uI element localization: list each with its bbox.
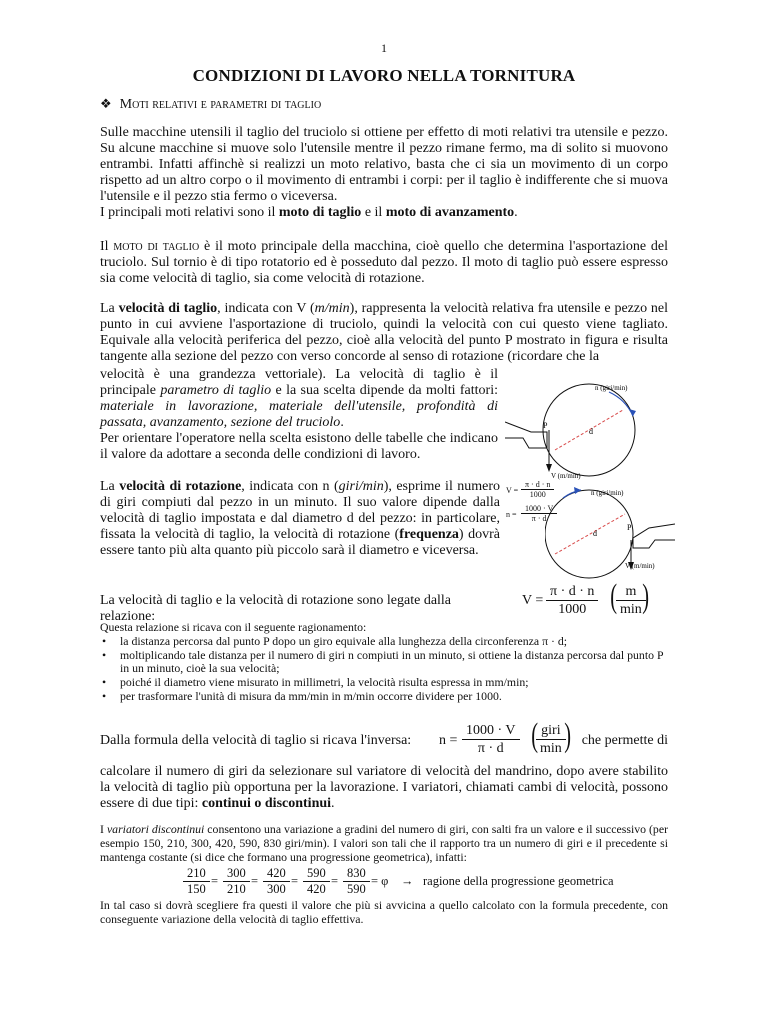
italic-text: materiale in lavorazione, materiale dell'utensile, profondità di passata, avanzamento, sezione del truciolo [100, 399, 498, 430]
label-n: n (giri/min) [595, 384, 628, 392]
progression-label: ragione della progressione geometrica [423, 874, 614, 888]
numerator: 590 [303, 866, 330, 882]
text: velocità è una grandezza vettoriale). La velocità di taglio è il principale [100, 367, 498, 398]
italic-text: giri/min [338, 479, 384, 494]
paragraph-intro-text: Sulle macchine utensili il taglio del truciolo si ottiene per effetto di moti relativi tra utensile e pezzo. Su alcune macchine si muove solo l'utensile mentre il pezzo rimane fermo, ma di solito si muovono entrambi. Infatti affinchè si realizzi un moto relativo, basta che ci sia un movimento di un corpo rispetto ad un altro corpo o il movimento di entrambi i corpi: per il taglio è indifferente che si muova l'utensile e il pezzo stia fermo o viceversa. [100, 125, 668, 204]
page-number: 1 [381, 41, 387, 55]
numerator: 300 [223, 866, 250, 882]
label-d: d [589, 427, 593, 436]
denominator: 210 [227, 882, 246, 896]
cutting-tool [633, 524, 675, 548]
diameter-line [555, 514, 625, 554]
numerator: 830 [343, 866, 370, 882]
relation-fraction [546, 583, 598, 618]
bold-text: velocità di rotazione [119, 479, 242, 494]
text: calcolare il numero di giri da selezionare sul variatore di velocità del mandrino, dopo avere stabilito la velocità di taglio più opportuna per la lavorazione. I variatori, chiamati cambi di velocità, possono essere di due tipi: [100, 764, 668, 811]
text: consentono una variazione a gradini del numero di giri, con salti fra un valore e il successivo (per esempio 150, 210, 300, 420, 590, 830 giri/min). I valori son tali che il rapporto tra un numero di giri e il precedente si mantenga costante (si dice che formano una progressione geometrica), infatti: [100, 822, 669, 864]
equals: = [291, 874, 299, 888]
reasoning-block [100, 621, 668, 704]
label-d: d [593, 529, 597, 538]
italic-text: parametro di taglio [160, 383, 272, 398]
phi: = φ [371, 874, 389, 888]
page-title: CONDIZIONI DI LAVORO NELLA TORNITURA [192, 66, 576, 85]
numerator: 1000 · V [521, 504, 557, 514]
paragraph-variatori-discontinui [100, 823, 668, 864]
denominator: min [540, 741, 562, 756]
text: , indicata con V ( [217, 301, 315, 316]
paren-left: ( [610, 578, 618, 615]
list-item: • moltiplicando tale distanza per il numero di giri n compiuti in un minuto, si ottiene la distanza percorsa dal punto P in un minuto, cioè la sua velocità; [100, 649, 668, 677]
section-heading [100, 96, 321, 113]
list-item: • per trasformare l'unità di misura da mm/min in m/min occorre dividere per 1000. [100, 690, 668, 704]
fraction [343, 866, 370, 897]
arrow-icon: → [401, 874, 414, 888]
numerator: π · d · n [546, 583, 598, 601]
bold-text: frequenza [399, 527, 459, 542]
inverse-tail: che permette di [581, 733, 668, 748]
inverse-fraction [462, 722, 520, 757]
numerator: 1000 · V [462, 722, 520, 740]
figure-rotation-speed [545, 484, 675, 584]
list-item: • poiché il diametro viene misurato in millimetri, la velocità risulta espressa in mm/min; [100, 676, 668, 690]
small-caps-text: moto di taglio [113, 239, 200, 254]
denominator: 150 [187, 882, 206, 896]
numerator: m [616, 583, 646, 601]
denominator: 590 [347, 882, 366, 896]
figure-cutting-speed [505, 378, 675, 488]
cutting-tool [505, 422, 547, 448]
relation-text: La velocità di taglio e la velocità di rotazione sono legate dalla relazione: [100, 593, 452, 624]
denominator: π · d [531, 514, 547, 523]
text: La [100, 479, 120, 494]
reasoning-intro: Questa relazione si ricava con il seguente ragionamento: [100, 620, 367, 634]
denominator: 420 [307, 882, 326, 896]
paragraph-conclusion: In tal caso si dovrà scegliere fra questi il valore che più si avvicina a quello calcolato con la formula precedente, con conseguente variazione della velocità di taglio effettiva. [100, 898, 668, 926]
fraction [223, 866, 250, 897]
text: ), rappresenta la velocità relativa fra utensile e pezzo nel punto in cui avviene l'asportazione di truciolo, quindi la velocità con cui questo viene tagliato. Equivale alla velocità periferica del pezzo, cioè alla velocità del punto P mostrato in figura e risulta tangente alla sezione del pezzo con verso concorde al senso di rotazione (ricordare che la [100, 301, 668, 364]
text: I [100, 822, 107, 836]
paragraph-velocita-taglio [100, 301, 668, 365]
text: , indicata con n ( [241, 479, 339, 494]
numerator: 420 [263, 866, 290, 882]
inverse-lhs: n = [439, 733, 458, 748]
denominator: min [620, 602, 642, 617]
arrowhead-icon [546, 464, 552, 472]
text: n = [506, 510, 517, 519]
numerator: π · d · n [521, 480, 554, 490]
bold-text: velocità di taglio [118, 301, 218, 316]
equals: = [211, 874, 219, 888]
text: e il [361, 205, 386, 220]
section-heading-text: Moti relativi e parametri di taglio [119, 97, 322, 112]
text: Il [100, 239, 114, 254]
relation-lhs: V = [522, 593, 544, 608]
denominator: 1000 [558, 602, 587, 617]
paragraph-variatori [100, 764, 668, 812]
denominator: 1000 [529, 490, 546, 499]
label-p: P [543, 421, 548, 430]
label-n: n (giri/min) [591, 489, 624, 497]
text: La [100, 301, 119, 316]
italic-text: variatori discontinui [106, 822, 205, 836]
text: ), esprime il numero di giri compiuti dal pezzo in un minuto. Il suo valore dipende dalla velocità di taglio impostata e dal diametro d del pezzo: in particolare, fissata la velocità di taglio, la velocità di rotazione ( [100, 479, 501, 542]
paragraph-intro [100, 125, 668, 221]
text: . [340, 415, 344, 430]
label-v: V (m/min) [551, 472, 581, 480]
paragraph-velocita-rotazione [100, 479, 500, 559]
paragraph-moto-di-taglio [100, 239, 668, 287]
inverse-unit [536, 722, 566, 757]
paren-right: ) [642, 578, 650, 615]
text: ) dovrà essere tanto più alta quanto più piccolo sarà il diametro e viceversa. [100, 527, 500, 558]
reasoning-list [100, 635, 668, 704]
equals: = [331, 874, 339, 888]
fraction [263, 866, 290, 897]
text: I principali moti relativi sono il [100, 205, 279, 220]
bold-text: moto di avanzamento [385, 205, 515, 220]
rotation-arrow-icon [609, 392, 633, 416]
text: . [514, 205, 518, 220]
denominator: 300 [267, 882, 286, 896]
arrowhead-icon [574, 487, 581, 494]
inverse-text: Dalla formula della velocità di taglio si ricava l'inversa: [100, 733, 412, 748]
fraction [303, 866, 330, 897]
label-p: P [627, 523, 632, 532]
equals: = [251, 874, 259, 888]
numerator: giri [536, 722, 566, 740]
fraction [183, 866, 210, 897]
paragraph-velocita-taglio-cont [100, 367, 498, 463]
text: Per orientare l'operatore nella scelta esistono delle tabelle che indicano il valore da adottare a seconda delle condizioni di lavoro. [100, 431, 498, 462]
workpiece-circle [545, 490, 633, 578]
denominator: π · d [477, 741, 504, 756]
italic-text: m/min [314, 301, 350, 316]
text: e la sua scelta dipende da molti fattori: [271, 383, 498, 398]
text: . [331, 796, 335, 811]
paren-left: ( [531, 717, 539, 754]
bold-text: continui o discontinui [201, 796, 332, 811]
text: è il moto principale della macchina, cioè quello che determina l'asportazione del truciolo. Sul tornio è di tipo rotatorio ed è posseduto dal pezzo. Il moto di taglio può essere espresso sia come velocità di taglio, sia come velocità di rotazione. [100, 239, 669, 286]
text: V = [506, 486, 519, 495]
arrowhead-icon [629, 409, 636, 416]
paren-right: ) [564, 717, 572, 754]
diamond-bullet-icon: ❖ [100, 96, 112, 111]
progression-formula [183, 866, 663, 902]
list-item: • la distanza percorsa dal punto P dopo un giro equivale alla lunghezza della circonferenza π · d; [100, 635, 668, 649]
label-v: V (m/min) [625, 562, 655, 570]
bold-text: moto di taglio [278, 205, 362, 220]
numerator: 210 [183, 866, 210, 882]
